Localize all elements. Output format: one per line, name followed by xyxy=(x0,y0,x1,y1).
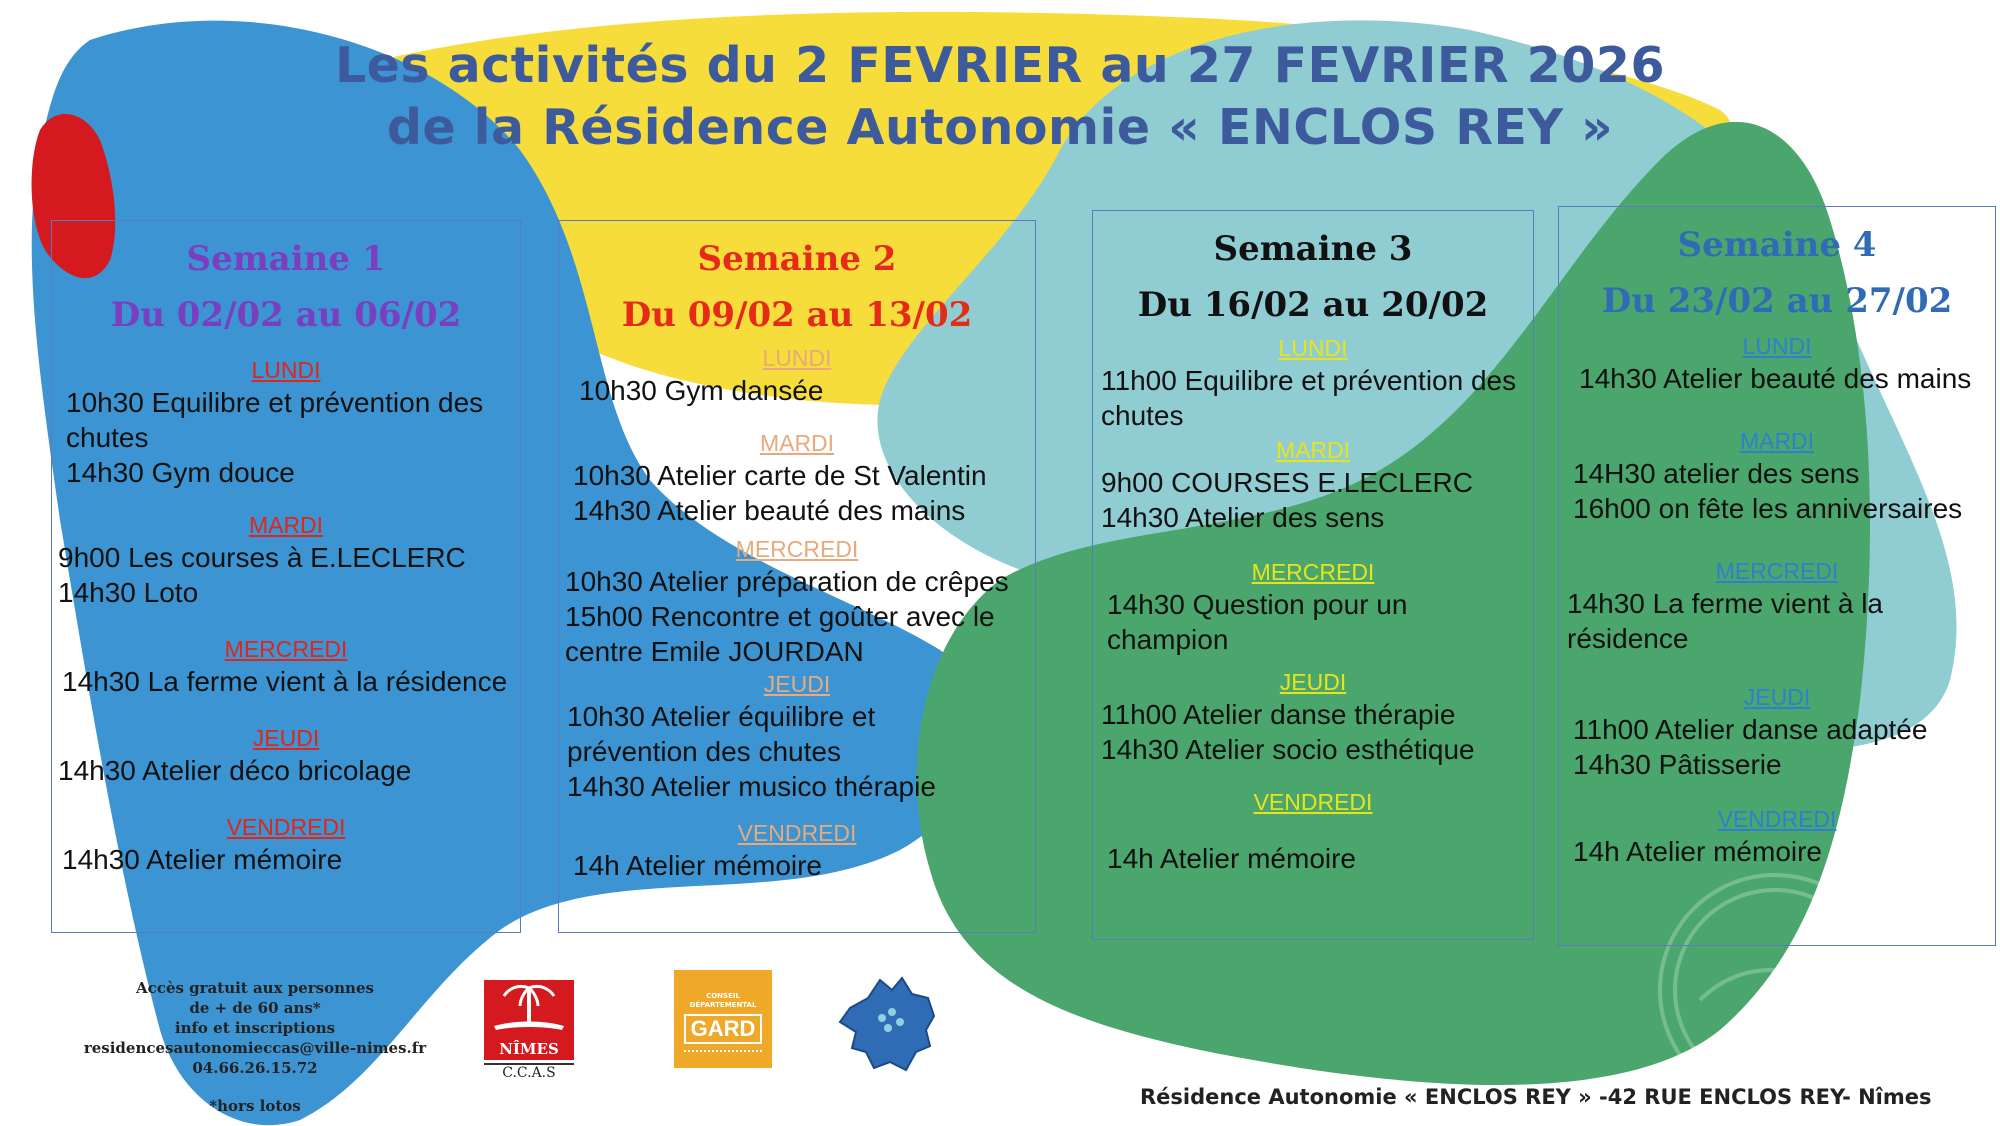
week-4-title: Semaine 4 xyxy=(1677,225,1877,265)
activity: 14h Atelier mémoire xyxy=(1107,843,1357,874)
week-1-panel xyxy=(51,220,521,933)
week-4-dates: Du 23/02 au 27/02 xyxy=(1601,281,1953,321)
activity: 14h30 Question pour un xyxy=(1107,589,1408,620)
activity: 10h30 Atelier équilibre et xyxy=(567,701,876,732)
activity: 16h00 on fête les anniversaires xyxy=(1573,493,1963,524)
footer-line: Accès gratuit aux personnes xyxy=(136,979,374,997)
activity: 14h30 Atelier mémoire xyxy=(62,844,343,875)
page-title-line2: de la Résidence Autonomie « ENCLOS REY » xyxy=(386,99,1614,156)
activity: prévention des chutes xyxy=(567,736,841,767)
activity: 14h30 Atelier socio esthétique xyxy=(1101,734,1475,765)
activity: 14H30 atelier des sens xyxy=(1573,458,1860,489)
week-2-day-mardi: MARDI xyxy=(759,430,835,456)
week-1-day-vendredi: VENDREDI xyxy=(226,814,346,840)
activity: 15h00 Rencontre et goûter avec le xyxy=(565,601,995,632)
footer-line: info et inscriptions xyxy=(174,1019,336,1037)
activity: 14h30 La ferme vient à la xyxy=(1567,588,1883,619)
gard-map-icon xyxy=(830,970,955,1080)
activity: 14h30 Atelier des sens xyxy=(1101,502,1385,533)
week-3-day-mardi: MARDI xyxy=(1275,437,1351,463)
activity: chutes xyxy=(1101,400,1184,431)
week-2-day-mercredi: MERCREDI xyxy=(735,536,859,562)
nimes-logo-sub: C.C.A.S xyxy=(484,1063,574,1081)
week-4-day-jeudi: JEUDI xyxy=(1743,684,1811,710)
week-2-title: Semaine 2 xyxy=(697,239,897,279)
activity: centre Emile JOURDAN xyxy=(565,636,864,667)
week-4-day-lundi: LUNDI xyxy=(1742,333,1812,359)
activity: 14h30 Loto xyxy=(58,577,199,608)
week-1-day-mercredi: MERCREDI xyxy=(224,636,348,662)
activity: 14h30 Atelier beauté des mains xyxy=(1579,363,1972,394)
activity: 9h00 Les courses à E.LECLERC xyxy=(58,542,466,573)
footer-info xyxy=(75,978,435,1116)
activity: 14h30 Atelier déco bricolage xyxy=(58,755,412,786)
page-title-line1: Les activités du 2 FEVRIER au 27 FEVRIER 2026 xyxy=(334,37,1666,94)
footer-address: Résidence Autonomie « ENCLOS REY » -42 RUE ENCLOS REY- Nîmes xyxy=(1140,1085,1932,1109)
week-2-day-vendredi: VENDREDI xyxy=(737,820,857,846)
activity: 14h Atelier mémoire xyxy=(573,850,823,881)
activity: 14h30 Pâtisserie xyxy=(1573,749,1782,780)
week-1-dates: Du 02/02 au 06/02 xyxy=(110,295,462,335)
week-4-day-mercredi: MERCREDI xyxy=(1715,558,1839,584)
activity: 10h30 Atelier préparation de crêpes xyxy=(565,566,1009,597)
week-4-panel xyxy=(1558,206,1996,946)
week-2-panel xyxy=(558,220,1036,933)
week-4-day-vendredi: VENDREDI xyxy=(1717,806,1837,832)
gard-logo-name: GARD xyxy=(684,1014,762,1044)
activity: résidence xyxy=(1567,623,1689,654)
week-3-title: Semaine 3 xyxy=(1213,229,1413,269)
week-3-panel xyxy=(1092,210,1534,940)
week-3-dates: Du 16/02 au 20/02 xyxy=(1137,285,1489,325)
activity: 11h00 Atelier danse adaptée xyxy=(1573,714,1928,745)
crocodile-palm-icon xyxy=(484,980,574,1060)
week-1-title: Semaine 1 xyxy=(186,239,386,279)
gard-logo-top: CONSEIL DÉPARTEMENTAL xyxy=(689,992,757,1009)
footer-phone: 04.66.26.15.72 xyxy=(192,1059,318,1077)
week-3-day-mercredi: MERCREDI xyxy=(1251,559,1375,585)
week-1-day-lundi: LUNDI xyxy=(251,357,321,383)
activity: 14h30 Atelier musico thérapie xyxy=(567,771,936,802)
gard-logo-arches xyxy=(684,1050,762,1056)
activity: 11h00 Equilibre et prévention des xyxy=(1101,365,1517,396)
activity: 14h Atelier mémoire xyxy=(1573,836,1823,867)
footer-note: *hors lotos xyxy=(209,1097,301,1115)
week-2-day-jeudi: JEUDI xyxy=(763,671,831,697)
activity: chutes xyxy=(66,422,149,453)
gard-logo xyxy=(674,970,772,1068)
activity: 14h30 Atelier beauté des mains xyxy=(573,495,966,526)
week-3-day-lundi: LUNDI xyxy=(1278,335,1348,361)
activity: 14h30 La ferme vient à la résidence xyxy=(62,666,508,697)
week-1-day-jeudi: JEUDI xyxy=(252,725,320,751)
nimes-logo-name: NÎMES xyxy=(499,1040,559,1058)
activity: 11h00 Atelier danse thérapie xyxy=(1101,699,1456,730)
week-4-day-mardi: MARDI xyxy=(1739,428,1815,454)
activity: 14h30 Gym douce xyxy=(66,457,295,488)
week-3-day-jeudi: JEUDI xyxy=(1279,669,1347,695)
activity: 9h00 COURSES E.LECLERC xyxy=(1101,467,1473,498)
activity: 10h30 Atelier carte de St Valentin xyxy=(573,460,987,491)
week-2-day-lundi: LUNDI xyxy=(762,345,832,371)
activity: 10h30 Equilibre et prévention des xyxy=(66,387,484,418)
activity: champion xyxy=(1107,624,1229,655)
footer-email[interactable]: residencesautonomieccas@ville-nimes.fr xyxy=(83,1039,427,1057)
nimes-ccas-logo xyxy=(484,980,574,1085)
activity: 10h30 Gym dansée xyxy=(579,375,824,406)
week-1-day-mardi: MARDI xyxy=(248,512,324,538)
week-2-dates: Du 09/02 au 13/02 xyxy=(621,295,973,335)
week-3-day-vendredi: VENDREDI xyxy=(1253,789,1373,815)
footer-line: de + de 60 ans* xyxy=(189,999,321,1017)
